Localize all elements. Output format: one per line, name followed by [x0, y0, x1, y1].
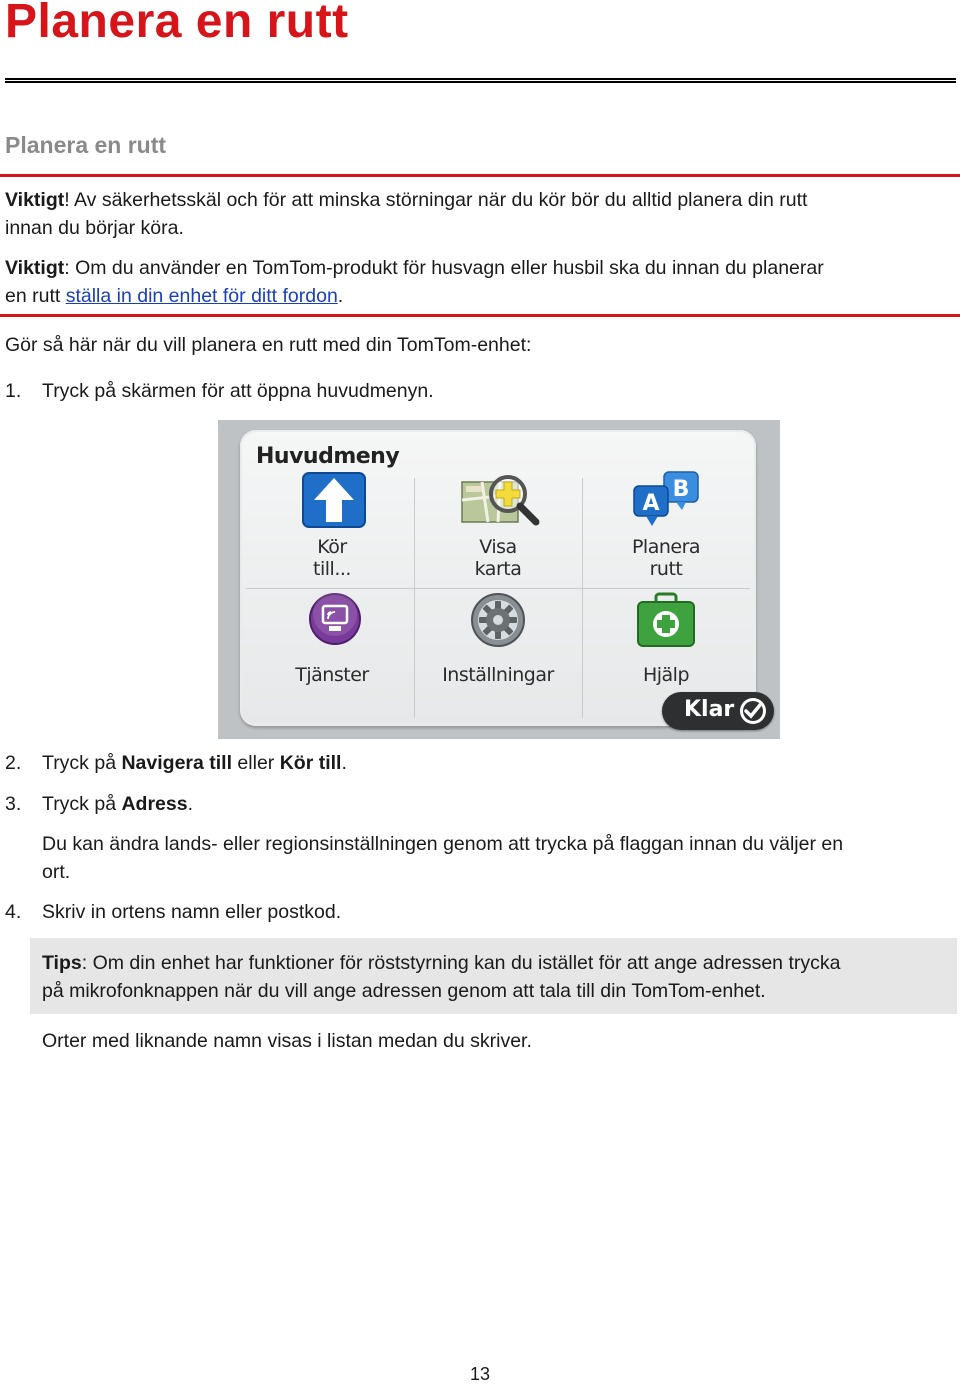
step-text: Tryck på Navigera till eller Kör till.	[42, 752, 347, 774]
menu-title: Huvudmeny	[256, 444, 400, 469]
step-text: Tryck på Adress.	[42, 793, 194, 815]
up-arrow-icon	[302, 472, 366, 528]
warning-label: Viktigt	[5, 257, 65, 279]
warning-paragraph-2: Viktigt: Om du använder en TomTom-produkt för husvagn eller husbil ska du innan du planerar en rutt ställa in din enhet för ditt fordon.	[5, 257, 824, 307]
step-text: Skriv in ortens namn eller postkod.	[42, 901, 342, 923]
main-menu-panel	[240, 430, 756, 726]
checkmark-icon	[738, 696, 768, 726]
tip-label: Tips	[42, 952, 82, 974]
chapter-title: Planera en rutt	[5, 0, 349, 48]
map-magnifier-icon	[460, 470, 544, 532]
title-double-rule	[5, 78, 956, 83]
intro-text: Gör så här när du vill planera en rutt med din TomTom-enhet:	[5, 334, 532, 356]
first-aid-kit-icon	[636, 592, 696, 650]
step-number: 4.	[5, 901, 22, 923]
section-title: Planera en rutt	[5, 132, 167, 158]
tip-text: Tips: Om din enhet har funktioner för röststyrning kan du istället för att ange adressen trycka på mikrofonknappen när du vill ange adressen genom att tala till din TomTom-enhet.	[42, 952, 841, 1002]
warning-paragraph-1: Viktigt! Av säkerhetsskäl och för att minska störningar när du kör bör du alltid planera din rutt innan du börjar köra.	[5, 189, 808, 239]
menu-item-settings[interactable]: Inställningar	[414, 592, 582, 702]
services-monitor-icon	[308, 592, 362, 646]
device-main-menu-screen	[218, 420, 780, 739]
svg-text:A: A	[642, 491, 660, 516]
step-note: Du kan ändra lands- eller regionsinställningen genom att trycka på flaggan innan du väljer en ort.	[42, 833, 844, 883]
warning-top-rule	[0, 174, 960, 177]
menu-item-services[interactable]: Tjänster	[248, 592, 416, 702]
settings-gear-icon	[470, 592, 526, 648]
step-number: 1.	[5, 380, 22, 402]
vehicle-settings-link[interactable]: ställa in din enhet för ditt fordon	[65, 285, 338, 307]
menu-item-help[interactable]: Hjälp	[582, 592, 750, 702]
grid-divider	[246, 588, 750, 589]
menu-item-drive-to[interactable]: Kör till...	[248, 470, 416, 580]
closing-text: Orter med liknande namn visas i listan medan du skriver.	[42, 1030, 532, 1052]
menu-item-view-map[interactable]: Visa karta	[414, 470, 582, 580]
step-number: 3.	[5, 793, 22, 815]
a-b-route-icon	[628, 470, 704, 532]
step-number: 2.	[5, 752, 22, 774]
step-text: Tryck på skärmen för att öppna huvudmenyn.	[42, 380, 434, 402]
done-button[interactable]: Klar	[662, 692, 774, 730]
warning-label: Viktigt	[5, 189, 65, 211]
menu-item-plan-route[interactable]: B A Planera rutt	[582, 470, 750, 580]
warning-bottom-rule	[0, 314, 960, 317]
svg-text:B: B	[672, 477, 690, 502]
page-number: 13	[469, 1364, 491, 1384]
